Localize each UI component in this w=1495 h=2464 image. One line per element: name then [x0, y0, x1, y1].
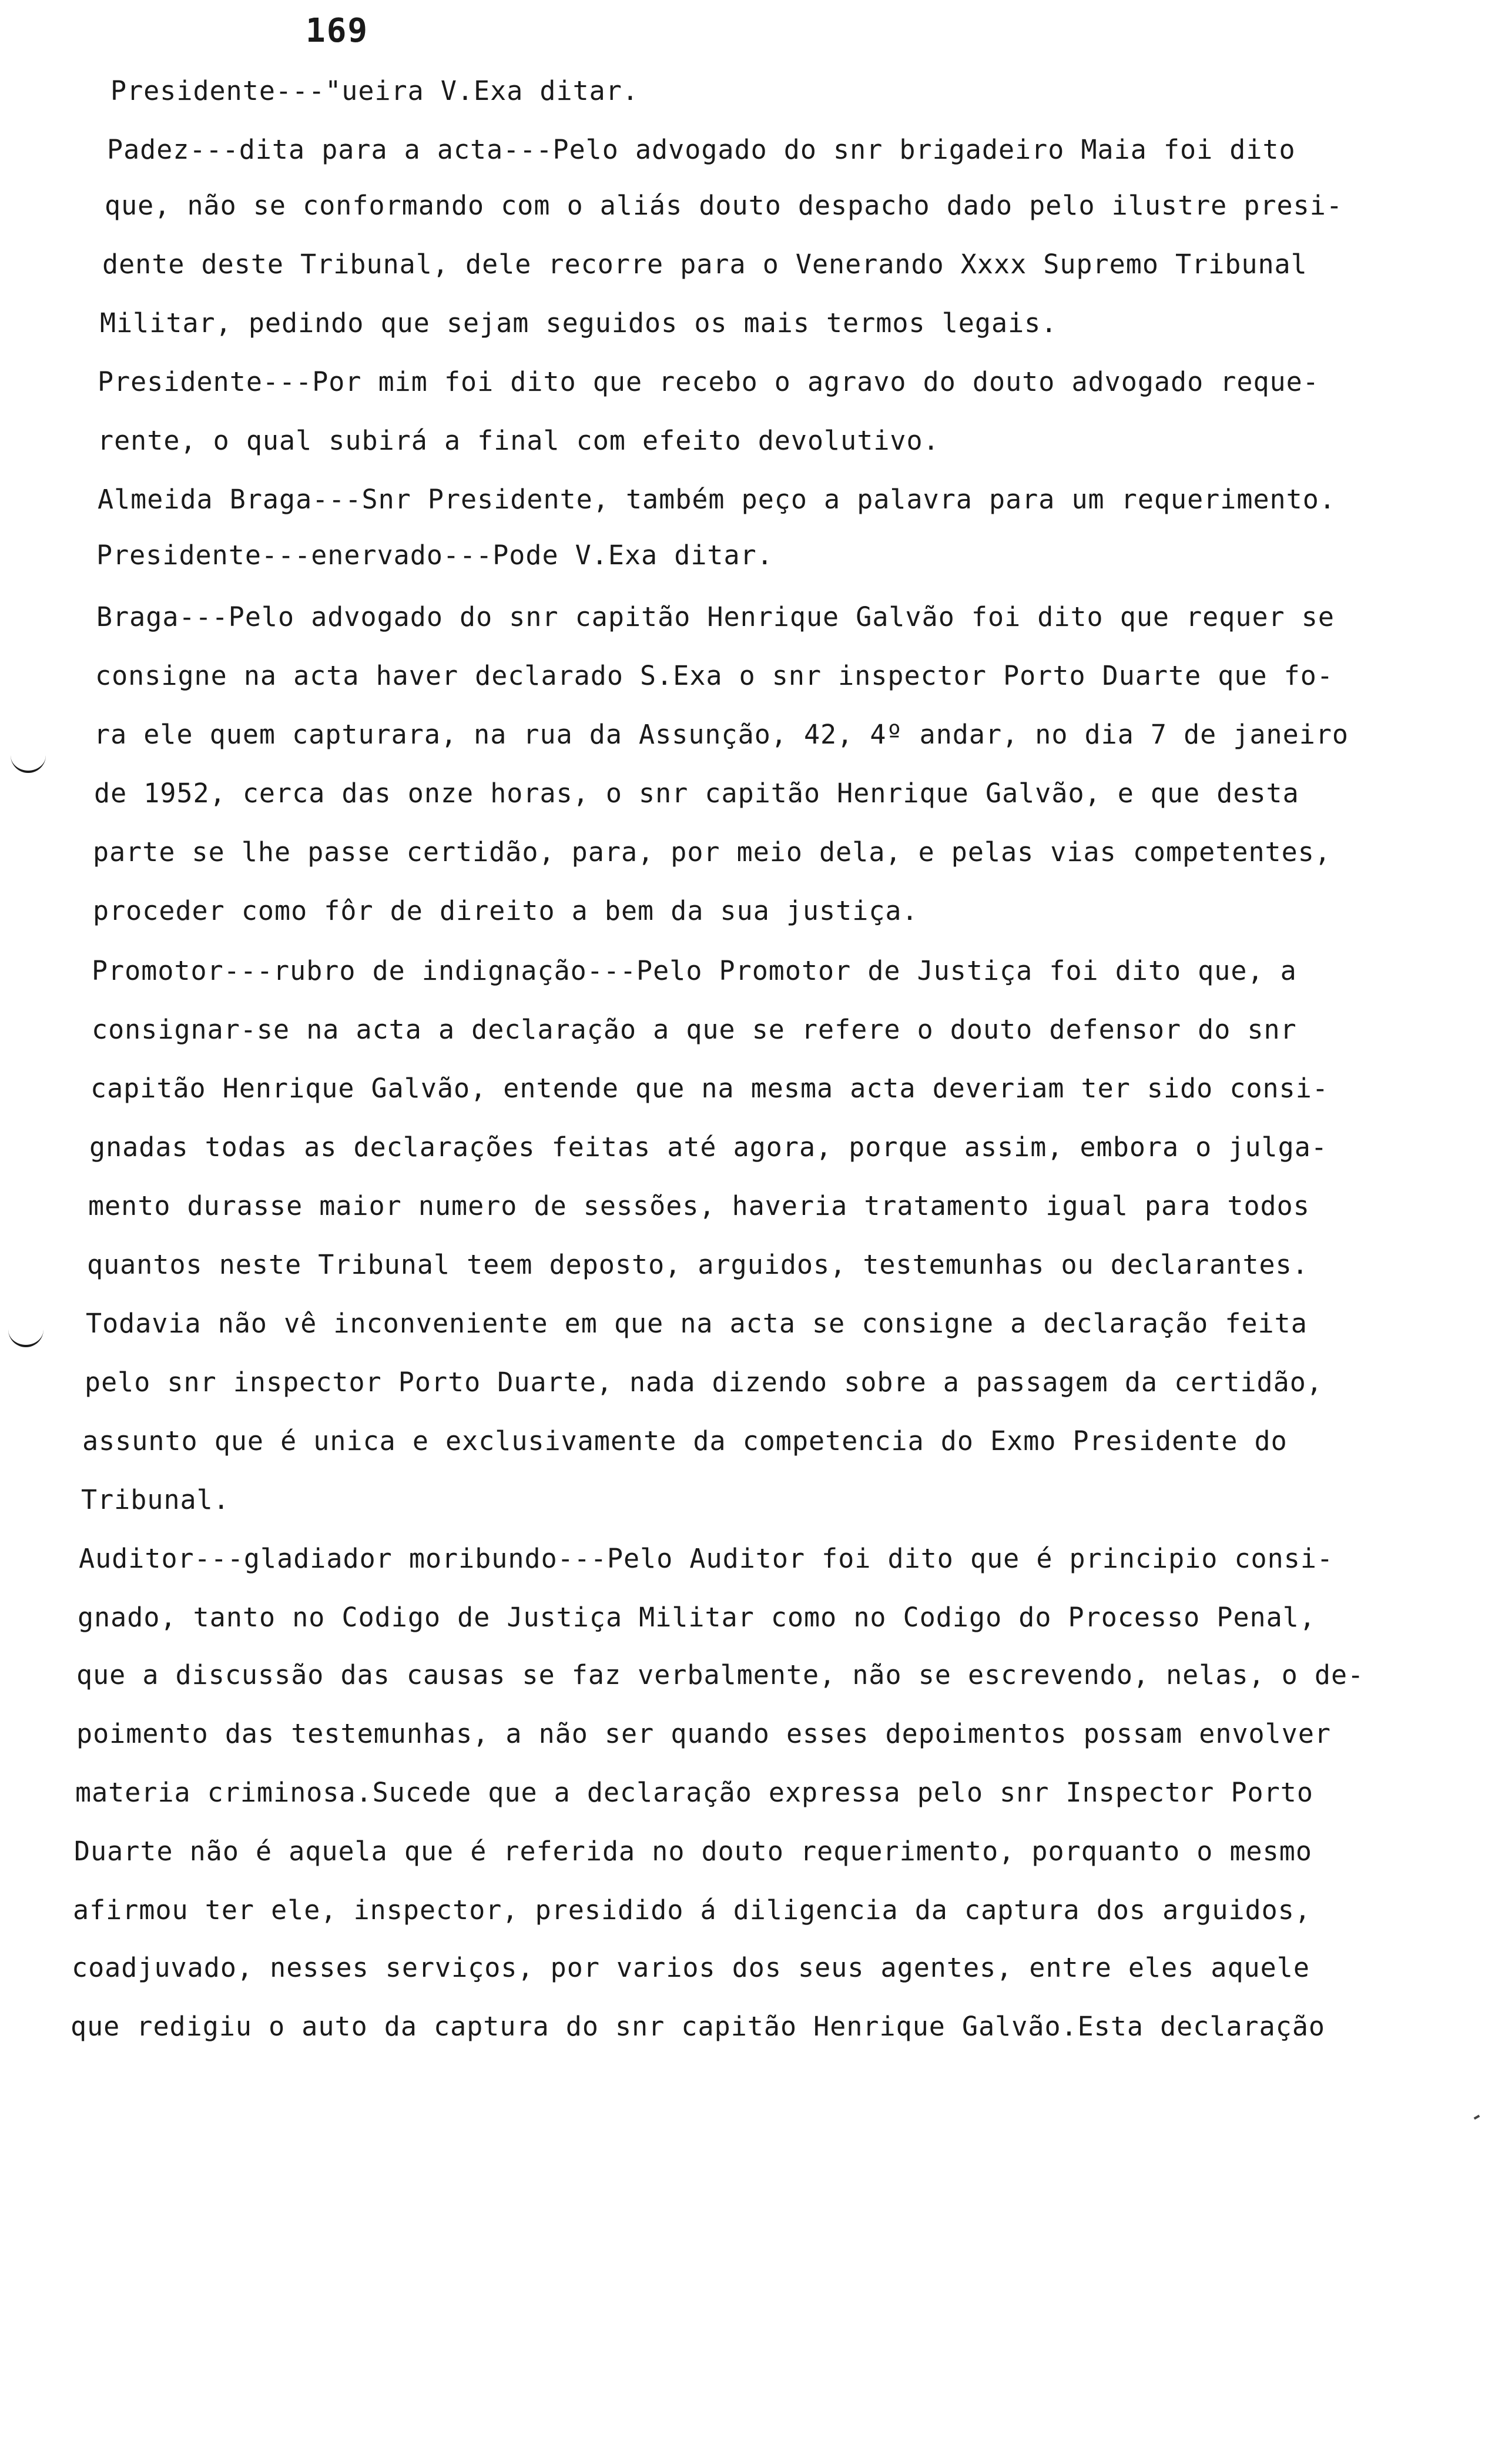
text-line: pelo snr inspector Porto Duarte, nada dizendo sobre a passagem da certidão, [85, 1367, 1323, 1398]
text-line: Presidente---enervado---Pode V.Exa ditar. [96, 540, 773, 571]
text-line: Padez---dita para a acta---Pelo advogado do snr brigadeiro Maia foi dito [107, 134, 1296, 165]
text-line: dente deste Tribunal, dele recorre para o Venerando Xxxx Supremo Tribunal [102, 249, 1308, 280]
text-line: ra ele quem capturara, na rua da Assunção, 42, 4º andar, no dia 7 de janeiro [94, 719, 1349, 750]
text-line: Almeida Braga---Snr Presidente, também peço a palavra para um requerimento. [98, 484, 1336, 515]
page-number: 169 [306, 12, 369, 50]
text-line: que redigiu o auto da captura do snr capitão Henrique Galvão.Esta declaração [71, 2011, 1326, 2042]
text-line: assunto que é unica e exclusivamente da competencia do Exmo Presidente do [82, 1425, 1288, 1457]
text-line: materia criminosa.Sucede que a declaração expressa pelo snr Inspector Porto [75, 1777, 1313, 1808]
text-line: Militar, pedindo que sejam seguidos os mais termos legais. [100, 307, 1058, 339]
text-line: Duarte não é aquela que é referida no douto requerimento, porquanto o mesmo [74, 1836, 1312, 1867]
text-line: que, não se conformando com o aliás douto despacho dado pelo ilustre presi- [105, 190, 1343, 221]
text-line: Auditor---gladiador moribundo---Pelo Auditor foi dito que é principio consi- [79, 1543, 1334, 1574]
text-line: Promotor---rubro de indignação---Pelo Promotor de Justiça foi dito que, a [92, 955, 1297, 986]
margin-mark [11, 755, 46, 773]
text-line: que a discussão das causas se faz verbalmente, não se escrevendo, nelas, o de- [76, 1659, 1365, 1690]
text-line: afirmou ter ele, inspector, presidido á diligencia da captura dos arguidos, [73, 1894, 1311, 1926]
text-line: coadjuvado, nesses serviços, por varios dos seus agentes, entre eles aquele [72, 1952, 1310, 1983]
text-line: capitão Henrique Galvão, entende que na mesma acta deveriam ter sido consi- [90, 1073, 1329, 1104]
text-line: Braga---Pelo advogado do snr capitão Henrique Galvão foi dito que requer se [96, 601, 1335, 632]
text-line: parte se lhe passe certidão, para, por meio dela, e pelas vias competentes, [93, 836, 1331, 868]
text-line: gnado, tanto no Codigo de Justiça Militar como no Codigo do Processo Penal, [78, 1602, 1316, 1633]
text-line: Todavia não vê inconveniente em que na acta se consigne a declaração feita [86, 1308, 1308, 1339]
text-line: Tribunal. [81, 1484, 230, 1515]
text-line: Presidente---"ueira V.Exa ditar. [110, 75, 639, 106]
text-line: poimento das testemunhas, a não ser quando esses depoimentos possam envolver [76, 1718, 1332, 1749]
text-line: gnadas todas as declarações feitas até agora, porque assim, embora o julga- [89, 1131, 1328, 1163]
text-line: Presidente---Por mim foi dito que recebo o agravo do douto advogado reque- [98, 366, 1319, 397]
text-line: mento durasse maior numero de sessões, haveria tratamento igual para todos [88, 1190, 1310, 1221]
text-line: de 1952, cerca das onze horas, o snr capitão Henrique Galvão, e que desta [94, 778, 1299, 809]
text-line: consigne na acta haver declarado S.Exa o snr inspector Porto Duarte que fo- [95, 660, 1333, 691]
text-line: consignar-se na acta a declaração a que se refere o douto defensor do snr [92, 1014, 1297, 1045]
text-line: proceder como fôr de direito a bem da sua justiça. [93, 895, 919, 926]
text-line: quantos neste Tribunal teem deposto, arguidos, testemunhas ou declarantes. [87, 1249, 1309, 1280]
text-line: rente, o qual subirá a final com efeito devolutivo. [98, 425, 940, 456]
edge-tick [1474, 2115, 1480, 2120]
margin-mark [8, 1330, 43, 1347]
